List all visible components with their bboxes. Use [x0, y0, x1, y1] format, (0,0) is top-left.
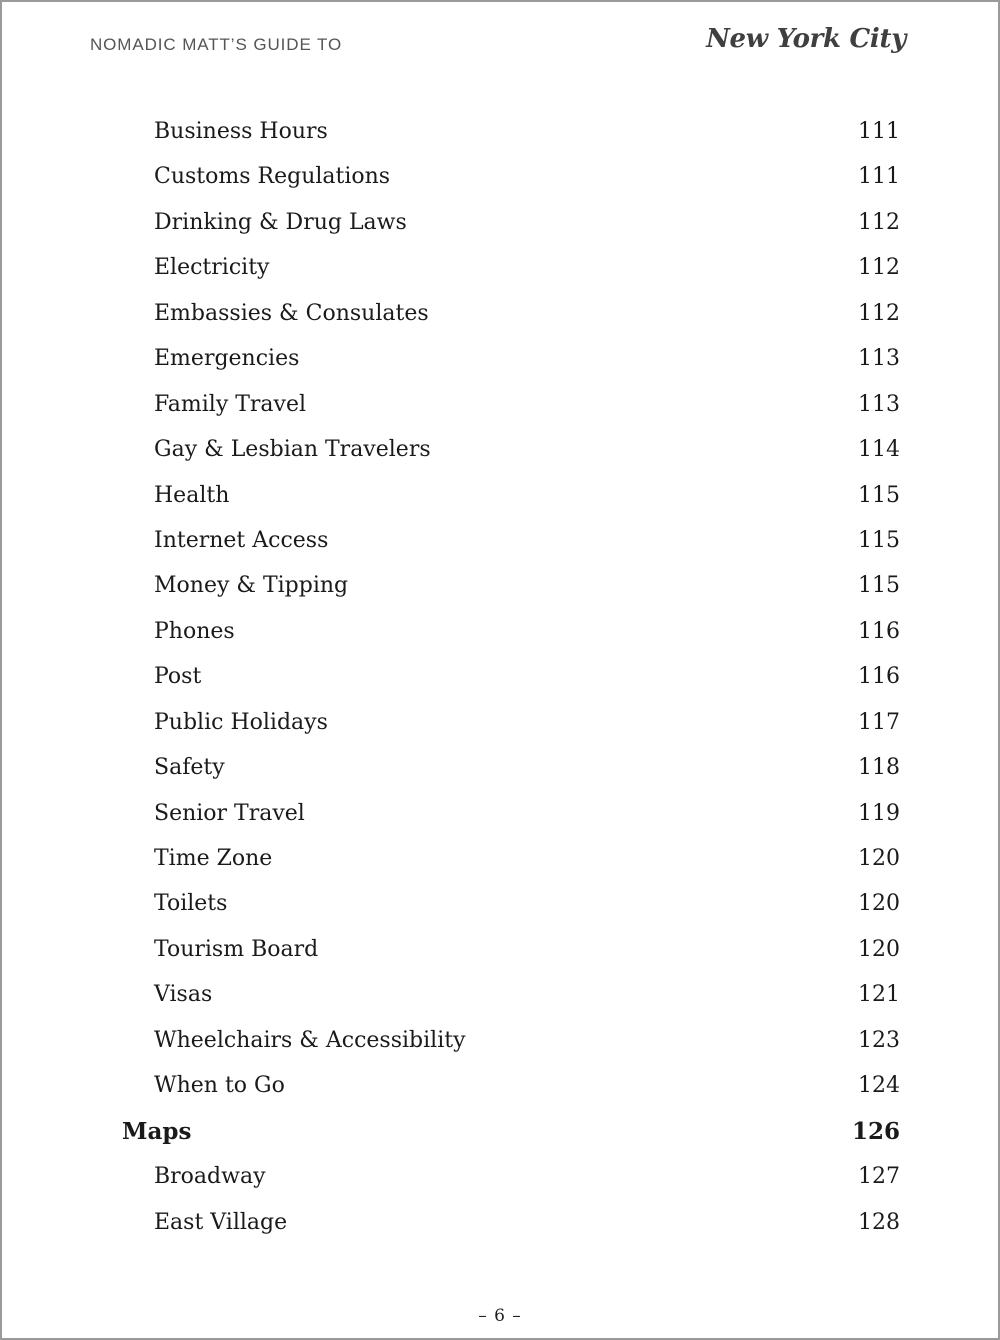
toc-entry-row[interactable] — [2, 473, 998, 518]
toc-entry-label: East Village — [154, 1209, 288, 1235]
toc-entry-row[interactable] — [2, 1154, 998, 1199]
toc-page-number: 112 — [858, 255, 900, 281]
toc-entry-row[interactable] — [2, 245, 998, 290]
toc-entry-label: Visas — [154, 982, 213, 1008]
toc-entry-row[interactable] — [2, 518, 998, 563]
page-number: – 6 – — [478, 1306, 522, 1326]
toc-entry-label: Money & Tipping — [154, 573, 349, 599]
toc-entry-row[interactable] — [2, 1200, 998, 1245]
toc-entry-label: Drinking & Drug Laws — [154, 209, 407, 235]
series-header: NOMADIC MATT’S GUIDE TO — [90, 35, 343, 54]
toc-page-number: 119 — [858, 800, 900, 826]
toc-entry-label: When to Go — [154, 1073, 285, 1099]
book-title: New York City — [706, 24, 906, 54]
toc-page-number: 123 — [858, 1027, 900, 1053]
table-of-contents — [2, 109, 998, 1245]
toc-entry-row[interactable] — [2, 1063, 998, 1108]
toc-page-number: 116 — [858, 664, 900, 690]
toc-entry-label: Maps — [122, 1117, 192, 1145]
toc-entry-row[interactable] — [2, 563, 998, 608]
toc-entry-row[interactable] — [2, 609, 998, 654]
toc-entry-label: Post — [154, 664, 202, 690]
toc-page-number: 124 — [858, 1073, 900, 1099]
toc-entry-row[interactable] — [2, 382, 998, 427]
toc-section-row[interactable] — [2, 1109, 998, 1154]
toc-page-number: 111 — [858, 164, 900, 190]
toc-entry-row[interactable] — [2, 200, 998, 245]
toc-entry-row[interactable] — [2, 836, 998, 881]
toc-entry-label: Electricity — [154, 255, 270, 281]
toc-entry-label: Broadway — [154, 1164, 266, 1190]
toc-page-number: 112 — [858, 209, 900, 235]
toc-entry-label: Internet Access — [154, 527, 329, 553]
toc-entry-label: Health — [154, 482, 230, 508]
toc-entry-row[interactable] — [2, 291, 998, 336]
toc-entry-row[interactable] — [2, 927, 998, 972]
toc-entry-row[interactable] — [2, 745, 998, 790]
toc-entry-row[interactable] — [2, 881, 998, 926]
toc-entry-label: Toilets — [154, 891, 228, 917]
toc-entry-row[interactable] — [2, 154, 998, 199]
toc-entry-label: Family Travel — [154, 391, 307, 417]
toc-entry-label: Senior Travel — [154, 800, 305, 826]
toc-entry-row[interactable] — [2, 700, 998, 745]
toc-page-number: 115 — [858, 527, 900, 553]
toc-entry-label: Gay & Lesbian Travelers — [154, 437, 431, 463]
toc-entry-label: Customs Regulations — [154, 164, 391, 190]
toc-page-number: 112 — [858, 300, 900, 326]
toc-entry-label: Emergencies — [154, 346, 300, 372]
toc-page-number: 117 — [858, 709, 900, 735]
toc-page-number: 118 — [858, 755, 900, 781]
toc-page-number: 115 — [858, 482, 900, 508]
toc-entry-label: Embassies & Consulates — [154, 300, 429, 326]
toc-entry-row[interactable] — [2, 654, 998, 699]
toc-entry-row[interactable] — [2, 1018, 998, 1063]
toc-page-number: 128 — [858, 1209, 900, 1235]
toc-entry-label: Safety — [154, 755, 225, 781]
toc-entry-row[interactable] — [2, 427, 998, 472]
toc-page-number: 116 — [858, 618, 900, 644]
toc-page-number: 120 — [858, 891, 900, 917]
toc-entry-label: Time Zone — [154, 846, 273, 871]
toc-page-number: 120 — [858, 846, 900, 871]
toc-page-number: 120 — [858, 936, 900, 962]
toc-page-number: 113 — [858, 391, 900, 417]
toc-entry-row[interactable] — [2, 109, 998, 154]
toc-entry-row[interactable] — [2, 336, 998, 381]
toc-entry-label: Business Hours — [154, 119, 328, 144]
toc-entry-label: Phones — [154, 618, 235, 644]
toc-entry-label: Public Holidays — [154, 709, 328, 735]
toc-entry-row[interactable] — [2, 791, 998, 836]
toc-entry-label: Tourism Board — [154, 936, 319, 962]
toc-page-number: 111 — [858, 119, 900, 144]
toc-page-number: 126 — [851, 1117, 900, 1145]
toc-page-number: 115 — [858, 573, 900, 599]
toc-entry-row[interactable] — [2, 972, 998, 1017]
toc-entry-label: Wheelchairs & Accessibility — [154, 1027, 466, 1053]
toc-page-number: 114 — [858, 437, 900, 463]
toc-page-number: 127 — [858, 1164, 900, 1190]
toc-page-number: 113 — [858, 346, 900, 372]
toc-page-number: 121 — [858, 982, 900, 1008]
